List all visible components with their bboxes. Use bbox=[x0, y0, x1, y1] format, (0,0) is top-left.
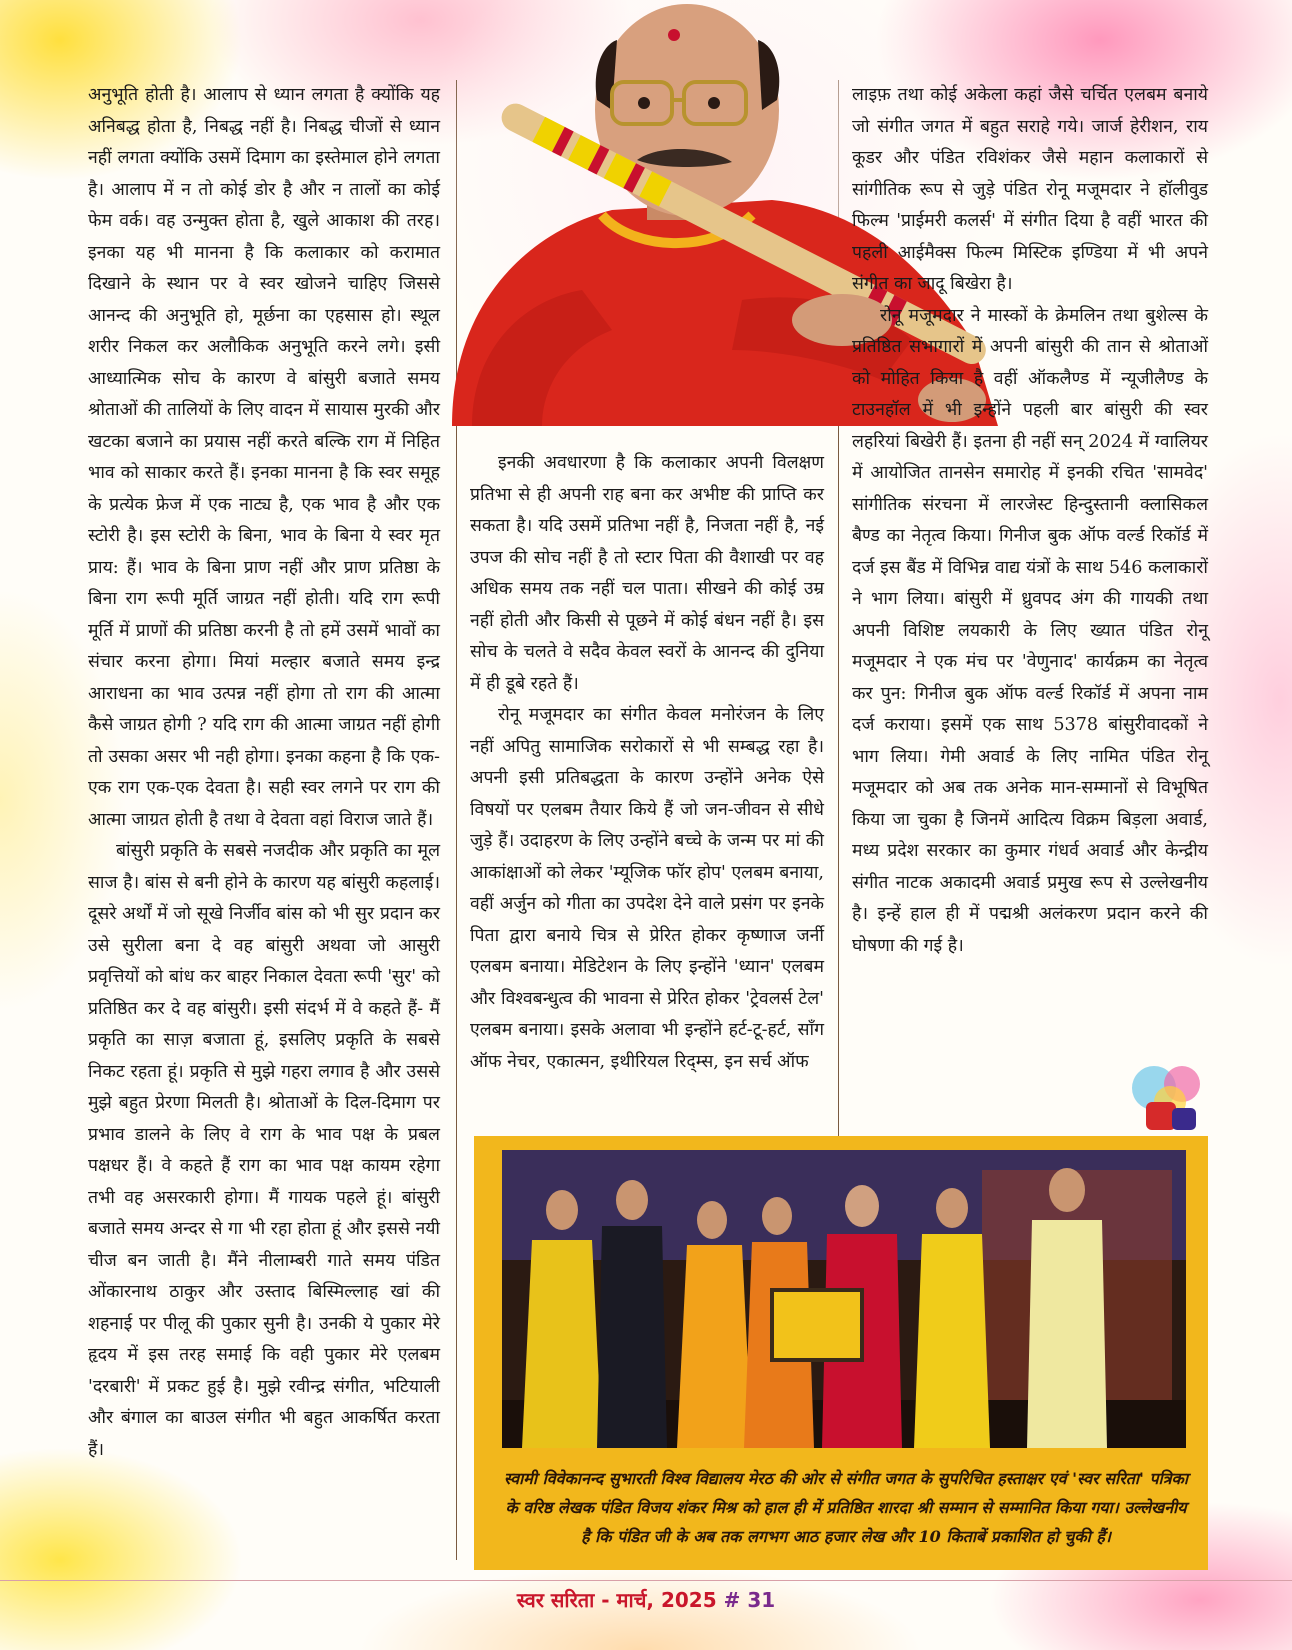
paragraph: बांसुरी प्रकृति के सबसे नजदीक और प्रकृति का मूल साज है। बांस से बनी होने के कारण यह बांसुरी कहलाई। दूसरे अर्थों में जो सूखे निर्जीव बांस को भी सुर प्रदान कर उसे सुरीला बना दे वह बांसुरी अथवा जो आसुरी प्रवृत्तियों को बांध कर बाहर निकाल देवता रूपी 'सुर' को प्रतिष्ठित कर दे वह बांसुरी। इसी संदर्भ में वे कहते हैं- मैं प्रकृति का साज़ बजाता हूं, इसलिए प्रकृति के सबसे निकट रहता हूं। प्रकृति से मुझे गहरा लगाव है और उससे मुझे बहुत प्रेरणा मिलती है। श्रोताओं के दिल-दिमाग पर प्रभाव डालने के लिए वे राग के भाव पक्ष के प्रबल पक्षधर हैं। वे कहते हैं राग का भाव पक्ष कायम रहेगा तभी वह असरकारी होगा। मैं गायक पहले हूं। बांसुरी बजाते समय अन्दर से गा भी रहा होता हूं और इससे नयी चीज बन जाती है। मैंने नीलाम्बरी गाते समय पंडित ओंकारनाथ ठाकुर और उस्ताद बिस्मिल्लाह खां की शहनाई पर पीलू की पुकार सुनी है। उनकी ये पुकार मेरे हृदय में इस तरह समाई कि वही पुकार मेरे एलबम 'दरबारी' में प्रकट हुई है। मुझे रवीन्द्र संगीत, भटियाली और बंगाल का बाउल संगीत भी बहुत आकर्षित करता हैं। bbox=[88, 841, 440, 1460]
photo-caption: स्वामी विवेकानन्द सुभारती विश्व विद्यालय मेरठ की ओर से संगीत जगत के सुपरिचित हस्ताक्षर एवं 'स्वर सरिता' पत्रिका के वरिष्ठ लेखक पंडित विजय शंकर मिश्र को हाल ही में प्रतिष्ठित शारदा श्री सम्मान से सम्मानित किया गया। उल्लेखनीय है कि पंडित जी के अब तक लगभग आठ हजार लेख और 10 किताबें प्रकाशित हो चुकी हैं। bbox=[504, 1469, 1188, 1546]
paragraph: रोनू मजूमदार का संगीत केवल मनोरंजन के लिए नहीं अपितु सामाजिक सरोकारों से भी सम्बद्ध रहा है। अपनी इसी प्रतिबद्धता के कारण उन्होंने अनेक ऐसे विषयों पर एलबम तैयार किये हैं जो जन-जीवन से सीधे जुड़े हैं। उदाहरण के लिए उन्होंने बच्चे के जन्म पर मां की आकांक्षाओं को लेकर 'म्यूजिक फॉर होप' एलबम बनाया, वहीं अर्जुन को गीता का उपदेश देने वाले प्रसंग पर इनके पिता द्वारा बनाये चित्र से प्रेरित होकर कृष्णाज जर्नी एलबम बनाया। मेडिटेशन के लिए इन्होंने 'ध्यान' एलबम और विश्वबन्धुत्व की भावना से प्रेरित होकर 'ट्रेवलर्स टेल' एलबम बनाया। इसके अलावा भी इन्होंने हर्ट-टू-हर्ट, सॉंग ऑफ नेचर, एकात्मन, इथीरियल रिद्म्स, इन सर्च ऑफ bbox=[470, 705, 824, 1072]
footer-rule bbox=[0, 1580, 1292, 1581]
article-column-right bbox=[852, 80, 1208, 962]
event-photo-frame bbox=[474, 1136, 1208, 1570]
paragraph: लाइफ़ तथा कोई अकेला कहां जैसे चर्चित एलबम बनाये जो संगीत जगत में बहुत सराहे गये। जार्ज हेरीशन, राय कूडर और पंडित रविशंकर जैसे महान कलाकारों से सांगीतिक रूप से जुड़े पंडित रोनू मजूमदार ने हॉलीवुड फिल्म 'प्राईमरी कलर्स' में संगीत दिया है वहीं भारत की पहली आईमैक्स फिल्म मिस्टिक इण्डिया में भी अपने संगीत का जादू बिखेरा है। bbox=[852, 85, 1208, 294]
paragraph: रोनू मजूमदार ने मास्कों के क्रेमलिन तथा बुशेल्स के प्रतिष्ठित सभागारों में अपनी बांसुरी की तान से श्रोताओं को मोहित किया है वहीं ऑकलैण्ड में न्यूजीलैण्ड के टाउनहॉल में भी इन्होंने पहली बार बांसुरी की स्वर लहरियां बिखेरी हैं। इतना ही नहीं सन् 2024 में ग्वालियर में आयोजित तानसेन समारोह में इनकी रचित 'सामवेद' सांगीतिक संरचना में लारजेस्ट हिन्दुस्तानी क्लासिकल बैण्ड का नेतृत्व किया। गिनीज बुक ऑफ वर्ल्ड रिकॉर्ड में दर्ज इस बैंड में विभिन्न वाद्य यंत्रों के साथ 546 कलाकारों ने भाग लिया। बांसुरी में ध्रुवपद अंग की गायकी तथा अपनी विशिष्ट लयकारी के लिए ख्यात पंडित रोनू मजूमदार ने एक मंच पर 'वेणुनाद' कार्यक्रम का नेतृत्व कर पुन: गिनीज बुक ऑफ वर्ल्ड रिकॉर्ड में अपना नाम दर्ज कराया। इसमें एक साथ 5378 बांसुरीवादकों ने भाग लिया। गेमी अवार्ड के लिए नामित पंडित रोनू मजूमदार को अब तक अनेक मान-सम्मानों से विभूषित किया जा चुका है जिनमें आदित्य विक्रम बिड़ला अवार्ड, मध्य प्रदेश सरकार का कुमार गंधर्व अवार्ड और केन्द्रीय संगीत नाटक अकादमी अवार्ड प्रमुख रूप से उल्लेखनीय है। इन्हें हाल ही में पद्मश्री अलंकरण प्रदान करने की घोषणा की गई है। bbox=[852, 305, 1208, 956]
paragraph: अनुभूति होती है। आलाप से ध्यान लगता है क्योंकि यह अनिबद्ध होता है, निबद्ध नहीं है। निबद्ध चीजों से ध्यान नहीं लगता क्योंकि उसमें दिमाग का इस्तेमाल होने लगता है। आलाप में न तो कोई डोर है और न तालों का कोई फेम वर्क। वह उन्मुक्त होता है, खुले आकाश की तरह। इनका यह भी मानना है कि कलाकार को करामात दिखाने के स्थान पर वे स्वर खोजने चाहिए जिससे आनन्द की अनुभूति हो, मूर्छना का एहसास हो। स्थूल शरीर निकल कर अलौकिक अनुभूति करने लगे। इसी आध्यात्मिक सोच के कारण वे बांसुरी बजाते समय श्रोताओं की तालियों के लिए वादन में सायास मुरकी और खटका बजाने का प्रयास नहीं करते बल्कि राग में निहित भाव को साकार करते हैं। इनका मानना है कि स्वर समूह के प्रत्येक फ्रेज में एक नाट्य है, एक भाव है और एक स्टोरी है। इस स्टोरी के बिना, भाव के बिना ये स्वर मृत प्राय: हैं। भाव के बिना प्राण नहीं और प्राण प्रतिष्ठा के बिना राग रूपी मूर्ति जाग्रत नहीं होती। यदि राग रूपी मूर्ति में प्राणों की प्रतिष्ठा करनी है तो हमें उसमें भावों का संचार करना होगा। मियां मल्हार बजाते समय इन्द्र आराधना का भाव उत्पन्न नहीं होगा तो राग की आत्मा कैसे जाग्रत होगी ? यदि राग की आत्मा जाग्रत नहीं होगी तो उसका असर भी नही होगा। इनका कहना है कि एक-एक राग एक-एक देवता है। सही स्वर लगने पर राग की आत्मा जाग्रत होती है तथा वे देवता वहां विराज जाते हैं। bbox=[88, 85, 440, 830]
page-footer bbox=[0, 1586, 1292, 1613]
paragraph: इनकी अवधारणा है कि कलाकार अपनी विलक्षण प्रतिभा से ही अपनी राह बना कर अभीष्ट की प्राप्ति कर सकता है। यदि उसमें प्रतिभा नहीं है, निजता नहीं है, नई उपज की सोच नहीं है तो स्टार पिता की वैशाखी पर वह अधिक समय तक नहीं चल पाता। सीखने की कोई उम्र नहीं होती और किसी से पूछने में कोई बंधन नहीं है। इस सोच के चलते वे सदैव केवल स्वरों के आनन्द की दुनिया में ही डूबे रहते हैं। bbox=[470, 453, 824, 694]
magazine-issue: स्वर सरिता - मार्च, 2025 bbox=[516, 1588, 717, 1612]
holi-colors-icon bbox=[1124, 1058, 1214, 1136]
article-column-middle bbox=[470, 448, 824, 1078]
award-ceremony-photo bbox=[502, 1150, 1186, 1448]
article-column-left bbox=[88, 80, 440, 1466]
page-number: # 31 bbox=[723, 1588, 776, 1612]
